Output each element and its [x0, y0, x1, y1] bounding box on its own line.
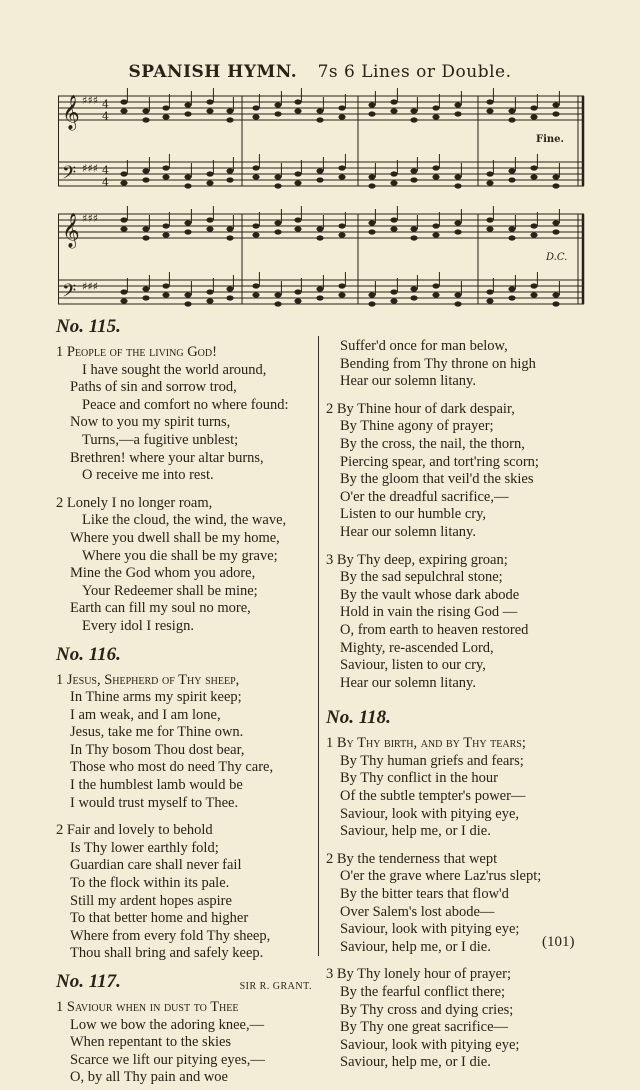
note-head [294, 289, 301, 294]
note-head [432, 114, 439, 119]
verse-line: Turns,—a fugitive unblest; [82, 431, 239, 448]
verse-line: In Thine arms my spirit keep; [70, 689, 242, 706]
verse-line: To the flock within its pale. [70, 875, 230, 892]
note-head [226, 177, 233, 182]
note-head [486, 226, 493, 231]
verse-line: Scarce we lift our pitying eyes,— [70, 1051, 265, 1068]
verse-line: I would trust myself to Thee. [70, 794, 239, 811]
note-head [316, 168, 323, 173]
note-head [432, 283, 439, 288]
note-head [432, 292, 439, 297]
note-head [432, 232, 439, 237]
verse-line: 1 Saviour when in dust to Thee [56, 999, 239, 1015]
dc-label: D.C. [546, 252, 568, 263]
note-head [162, 232, 169, 237]
note-head [184, 174, 191, 179]
bass-clef-icon: 𝄢 [62, 163, 77, 188]
note-head [226, 295, 233, 300]
note-head [274, 229, 281, 234]
note-head [142, 286, 149, 291]
note-head [184, 301, 191, 306]
note-head [252, 232, 259, 237]
verse-line: By the fearful conflict there; [340, 984, 506, 1000]
verse-line: Where you dwell shall be my home, [70, 529, 280, 546]
hymn-number-117-label: No. 117. [56, 971, 121, 992]
note-head [486, 298, 493, 303]
verse-line: By Thy human griefs and fears; [340, 752, 524, 769]
note-head [368, 111, 375, 116]
note-head [432, 165, 439, 170]
note-head [508, 286, 515, 291]
note-head [390, 171, 397, 176]
verse-line: Brethren! where your altar burns, [70, 449, 264, 466]
verse-line: In Thy bosom Thou dost bear, [70, 741, 245, 758]
verse-line: Saviour, look with pitying eye; [340, 1036, 520, 1053]
hymn-116-stanza-1 [56, 672, 314, 813]
note-head [530, 283, 537, 288]
note-head [274, 174, 281, 179]
time-signature-icon: 4 [102, 98, 109, 111]
note-head [142, 235, 149, 240]
verse-line: Every idol I resign. [82, 617, 194, 634]
verse-line: Hear our solemn litany. [340, 523, 476, 540]
note-head [368, 174, 375, 179]
note-head [274, 301, 281, 306]
verse-line: By Thy one great sacrifice— [340, 1019, 509, 1036]
note-head [294, 180, 301, 185]
verse-line: 1 Jesus, Shepherd of Thy sheep, [56, 671, 240, 688]
note-head [294, 171, 301, 176]
note-head [206, 217, 213, 222]
note-head [226, 235, 233, 240]
right-column [326, 338, 588, 1075]
hymn-number-116: No. 116. [56, 643, 121, 665]
note-head [530, 223, 537, 228]
verse-line: O'er the dreadful sacrifice,— [340, 488, 509, 505]
note-head [410, 286, 417, 291]
verse-line: I am weak, and I am lone, [70, 706, 221, 723]
note-head [552, 301, 559, 306]
verse-line: Peace and comfort no where found: [82, 396, 289, 413]
verse-line: Saviour, look with pitying eye; [340, 921, 520, 938]
verse-line: By Thy cross and dying cries; [340, 1001, 514, 1018]
tune-title: SPANISH HYMN. [128, 62, 298, 82]
clefs-and-keys [62, 94, 109, 306]
note-head [338, 174, 345, 179]
note-head [338, 283, 345, 288]
note-head [432, 105, 439, 110]
note-head [184, 111, 191, 116]
verse-line: Saviour, help me, or I die. [340, 938, 491, 955]
note-head [120, 171, 127, 176]
verse-line: 3 By Thy deep, expiring groan; [326, 551, 508, 568]
note-head [226, 108, 233, 113]
note-head [530, 292, 537, 297]
verse-line: Mine the God whom you adore, [70, 565, 256, 582]
note-head [432, 223, 439, 228]
note-head [508, 295, 515, 300]
note-head [120, 108, 127, 113]
verse-line: By the sad sepulchral stone; [340, 569, 503, 586]
note-head [294, 298, 301, 303]
note-head [530, 105, 537, 110]
note-head [120, 217, 127, 222]
treble-clef-icon: 𝄞 [62, 95, 80, 130]
verse-line: Listen to our humble cry, [340, 506, 487, 523]
note-head [162, 283, 169, 288]
verse-line: O receive me into rest. [82, 467, 214, 484]
note-head [454, 220, 461, 225]
note-head [390, 108, 397, 113]
hymn-117-stanza-1a [56, 999, 314, 1087]
verse-line: I have sought the world around, [82, 361, 267, 378]
note-head [410, 295, 417, 300]
fine-label: Fine. [536, 134, 565, 145]
note-head [274, 183, 281, 188]
hymn-number-118: No. 118. [326, 707, 391, 729]
note-head [316, 108, 323, 113]
verse-line: Bending from Thy throne on high [340, 355, 536, 372]
verse-line: By the gloom that veil'd the skies [340, 471, 534, 488]
note-head [530, 165, 537, 170]
verse-line: By the bitter tears that flow'd [340, 886, 509, 903]
note-head [552, 183, 559, 188]
note-head [454, 102, 461, 107]
note-head [410, 226, 417, 231]
note-heads [120, 88, 559, 307]
verse-line: Saviour, listen to our cry, [340, 657, 486, 674]
note-head [530, 232, 537, 237]
verse-line: 2 Fair and lovely to behold [56, 822, 213, 839]
verse-line: Where from every fold Thy sheep, [70, 927, 271, 944]
note-head [162, 105, 169, 110]
note-head [162, 114, 169, 119]
hymn-tune-header [0, 62, 640, 82]
verse-line: Like the cloud, the wind, the wave, [82, 512, 287, 529]
note-head [552, 229, 559, 234]
note-head [410, 177, 417, 182]
note-head [142, 108, 149, 113]
note-head [206, 180, 213, 185]
note-head [486, 217, 493, 222]
note-head [368, 220, 375, 225]
note-head [390, 99, 397, 104]
note-head [454, 183, 461, 188]
note-head [252, 174, 259, 179]
verse-line: Earth can fill my soul no more, [70, 600, 251, 617]
note-head [368, 102, 375, 107]
verse-line: 2 Lonely I no longer roam, [56, 494, 213, 511]
treble-staff-1 [58, 96, 584, 120]
note-head [120, 99, 127, 104]
note-head [338, 105, 345, 110]
verse-line: Saviour, help me, or I die. [340, 823, 491, 840]
note-head [390, 217, 397, 222]
verse-line: Still my ardent hopes aspire [70, 892, 232, 909]
note-head [120, 180, 127, 185]
note-head [294, 226, 301, 231]
note-head [338, 165, 345, 170]
note-head [206, 171, 213, 176]
verse-line: By Thine agony of prayer; [340, 418, 494, 435]
verse-line: Hear our solemn litany. [340, 674, 476, 691]
note-head [316, 286, 323, 291]
note-head [252, 223, 259, 228]
note-head [274, 102, 281, 107]
verse-line: Where you die shall be my grave; [82, 547, 278, 564]
note-head [184, 220, 191, 225]
note-head [338, 232, 345, 237]
verse-line: Of the subtle tempter's power— [340, 788, 526, 805]
note-head [552, 102, 559, 107]
verse-line: Guardian care shall never fail [70, 857, 242, 874]
verse-line: Hold in vain the rising God — [340, 604, 518, 621]
note-head [410, 235, 417, 240]
note-head [184, 183, 191, 188]
note-head [368, 183, 375, 188]
hymn-115-stanza-1 [56, 344, 314, 485]
note-head [252, 105, 259, 110]
verse-line: Paths of sin and sorrow trod, [70, 379, 237, 396]
bass-clef-icon: 𝄢 [62, 281, 77, 306]
note-head [316, 117, 323, 122]
verse-line: O, from earth to heaven restored [340, 621, 529, 638]
note-head [410, 117, 417, 122]
verse-line: Saviour, look with pitying eye, [340, 805, 520, 822]
verse-line: Jesus, take me for Thine own. [70, 724, 244, 741]
note-head [368, 292, 375, 297]
hymn-118-stanza-1 [326, 735, 588, 841]
verse-line: 3 By Thy lonely hour of prayer; [326, 966, 511, 983]
verse-line: Piercing spear, and tort'ring scorn; [340, 453, 539, 470]
note-head [226, 226, 233, 231]
note-head [274, 111, 281, 116]
note-head [454, 229, 461, 234]
note-head [368, 301, 375, 306]
hymn-117-stanza-1b [326, 338, 588, 391]
note-head [338, 292, 345, 297]
verse-line: To that better home and higher [70, 910, 249, 927]
note-head [162, 223, 169, 228]
time-signature-icon: 4 [102, 164, 109, 177]
verse-line: By Thy conflict in the hour [340, 770, 498, 787]
note-head [432, 174, 439, 179]
note-head [252, 165, 259, 170]
hymn-117-stanza-2 [326, 401, 588, 542]
note-head [316, 295, 323, 300]
verse-line: By the cross, the nail, the thorn, [340, 435, 525, 452]
note-head [184, 229, 191, 234]
sharp-icon: ♯♯♯ [82, 94, 98, 107]
note-head [162, 292, 169, 297]
note-head [142, 168, 149, 173]
sharp-icon: ♯♯♯ [82, 212, 98, 225]
hymn-number-117 [56, 973, 314, 995]
verse-line: Low we bow the adoring knee,— [70, 1016, 265, 1033]
verse-line: By the vault whose dark abode [340, 586, 520, 603]
note-head [552, 292, 559, 297]
note-head [338, 223, 345, 228]
hymn-author: SIR R. GRANT. [239, 981, 312, 992]
note-head [508, 117, 515, 122]
note-head [338, 114, 345, 119]
note-head [454, 174, 461, 179]
note-head [206, 226, 213, 231]
verse-line: O, by all Thy pain and woe [70, 1069, 228, 1086]
note-head [274, 292, 281, 297]
note-head [454, 301, 461, 306]
time-signature-icon: 4 [102, 110, 109, 123]
note-head [508, 168, 515, 173]
time-signature-icon: 4 [102, 176, 109, 189]
note-head [552, 111, 559, 116]
note-head [120, 298, 127, 303]
hymn-117-stanza-3 [326, 552, 588, 693]
note-head [530, 174, 537, 179]
verse-line: Over Salem's lost abode— [340, 903, 495, 920]
verse-line: 1 People of the living God! [56, 344, 217, 360]
note-head [486, 108, 493, 113]
hymn-118-stanza-3 [326, 966, 588, 1072]
note-head [390, 289, 397, 294]
note-head [226, 286, 233, 291]
note-head [390, 226, 397, 231]
verse-line: 2 By Thine hour of dark despair, [326, 400, 515, 417]
verse-line: Your Redeemer shall be mine; [82, 582, 258, 599]
note-head [368, 229, 375, 234]
note-head [530, 114, 537, 119]
note-head [454, 292, 461, 297]
tune-meter: 7s 6 Lines or Double. [317, 62, 512, 82]
note-head [294, 108, 301, 113]
note-head [552, 220, 559, 225]
note-head [486, 180, 493, 185]
sharp-icon: ♯♯♯ [82, 162, 98, 175]
verse-line: Thou shall bring and safely keep. [70, 945, 264, 962]
note-head [454, 111, 461, 116]
verse-line: Is Thy lower earthly fold; [70, 839, 219, 856]
note-head [120, 289, 127, 294]
note-head [162, 165, 169, 170]
note-head [294, 99, 301, 104]
note-head [142, 177, 149, 182]
verse-line: Hear our solemn litany. [340, 373, 476, 390]
note-head [390, 180, 397, 185]
note-head [142, 295, 149, 300]
note-head [206, 298, 213, 303]
treble-staff-2 [58, 214, 584, 238]
verse-line: Now to you my spirit turns, [70, 414, 231, 431]
note-head [316, 177, 323, 182]
note-head [184, 292, 191, 297]
sharp-icon: ♯♯♯ [82, 280, 98, 293]
verse-line: Suffer'd once for man below, [340, 338, 508, 354]
column-divider [318, 336, 319, 956]
left-column [56, 318, 314, 1090]
verse-line: When repentant to the skies [70, 1034, 232, 1051]
hymn-number-115: No. 115. [56, 316, 121, 337]
verse-line: 1 By Thy birth, and by Thy tears; [326, 735, 526, 752]
note-head [508, 177, 515, 182]
note-head [142, 117, 149, 122]
verse-line: 2 By the tenderness that wept [326, 850, 498, 867]
page-number: (101) [542, 934, 575, 950]
note-head [486, 99, 493, 104]
note-head [252, 292, 259, 297]
note-head [486, 171, 493, 176]
note-head [252, 114, 259, 119]
note-head [206, 108, 213, 113]
note-head [486, 289, 493, 294]
note-head [206, 99, 213, 104]
note-head [294, 217, 301, 222]
hymn-116-stanza-2 [56, 822, 314, 963]
note-head [274, 220, 281, 225]
note-head [410, 168, 417, 173]
verse-line: O'er the grave where Laz'rus slept; [340, 868, 542, 885]
note-head [508, 235, 515, 240]
verse-line: I the humblest lamb would be [70, 777, 243, 794]
note-head [552, 174, 559, 179]
note-head [226, 168, 233, 173]
music-score [58, 88, 588, 310]
note-head [252, 283, 259, 288]
note-head [120, 226, 127, 231]
verse-line: Mighty, re-ascended Lord, [340, 639, 494, 656]
treble-clef-icon: 𝄞 [62, 213, 80, 248]
note-head [508, 108, 515, 113]
note-head [206, 289, 213, 294]
note-head [184, 102, 191, 107]
note-head [162, 174, 169, 179]
verse-line: Those who most do need Thy care, [70, 759, 274, 776]
note-head [316, 235, 323, 240]
note-head [508, 226, 515, 231]
note-head [410, 108, 417, 113]
hymn-115-stanza-2 [56, 495, 314, 636]
note-head [226, 117, 233, 122]
note-head [390, 298, 397, 303]
note-head [142, 226, 149, 231]
note-head [316, 226, 323, 231]
verse-line: Saviour, help me, or I die. [340, 1054, 491, 1071]
